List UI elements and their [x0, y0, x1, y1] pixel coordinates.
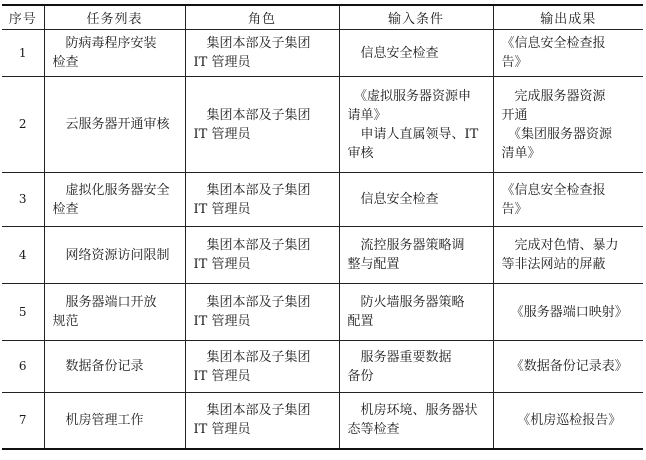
output-cell [493, 227, 643, 284]
input-cell-line: 流控服务器策略调 [347, 238, 465, 253]
output-cell [493, 173, 643, 227]
row-index: 7 [2, 393, 44, 449]
table-row [2, 284, 643, 341]
role-cell [185, 227, 339, 284]
input-cell-line: 态等检查 [347, 422, 400, 438]
header-task: 任务列表 [44, 5, 185, 30]
output-cell [493, 393, 643, 449]
task-cell-line: 虚拟化服务器安全 [52, 182, 170, 198]
role-cell-line: IT 管理员 [193, 422, 251, 438]
input-cell-line: 整与配置 [347, 257, 400, 272]
task-cell-line: 检查 [52, 55, 79, 70]
task-cell-line: 规范 [52, 314, 79, 329]
output-cell-line: 清单》 [501, 145, 541, 161]
role-cell-line: 集团本部及子集团 [193, 36, 311, 51]
role-cell-line: IT 管理员 [193, 126, 251, 142]
input-cell-line: 服务器重要数据 [347, 349, 452, 365]
row-index: 2 [2, 77, 44, 173]
input-cell [339, 284, 493, 341]
header-index: 序号 [2, 5, 44, 30]
role-cell-line: 集团本部及子集团 [193, 107, 311, 123]
input-cell-line: 请单》 [347, 107, 387, 123]
input-cell-line: 备份 [347, 368, 374, 384]
row-index: 6 [2, 341, 44, 393]
role-cell-line: 集团本部及子集团 [193, 238, 311, 253]
role-cell-line: 集团本部及子集团 [193, 182, 311, 198]
role-cell-line: 集团本部及子集团 [193, 295, 311, 310]
task-table [2, 4, 643, 450]
output-cell-line: 告》 [501, 55, 528, 70]
output-cell [493, 77, 643, 173]
table-header-row [2, 5, 643, 30]
output-cell [493, 341, 643, 393]
input-cell-line: 信息安全检查 [347, 192, 439, 207]
row-index: 4 [2, 227, 44, 284]
task-cell-line: 数据备份记录 [52, 359, 144, 374]
role-cell-line: IT 管理员 [193, 257, 251, 272]
task-cell-line: 云服务器开通审核 [52, 117, 170, 132]
role-cell-line: 集团本部及子集团 [193, 349, 311, 365]
task-cell [44, 341, 185, 393]
output-cell-line: 《集团服务器资源 [501, 126, 613, 142]
role-cell [185, 173, 339, 227]
input-cell-line: 申请人直属领导、IT [347, 126, 479, 142]
input-cell [339, 77, 493, 173]
output-cell-line: 《数据备份记录表》 [510, 359, 628, 374]
row-index: 3 [2, 173, 44, 227]
input-cell [339, 393, 493, 449]
role-cell-line: 集团本部及子集团 [193, 403, 311, 419]
input-cell [339, 341, 493, 393]
row-index: 5 [2, 284, 44, 341]
input-cell [339, 227, 493, 284]
task-cell [44, 30, 185, 77]
task-cell [44, 227, 185, 284]
role-cell [185, 30, 339, 77]
input-cell-line: 机房环境、服务器状 [347, 403, 478, 419]
task-cell-line: 机房管理工作 [52, 412, 144, 428]
table-row [2, 341, 643, 393]
output-cell [493, 30, 643, 77]
output-cell-line: 完成服务器资源 [501, 88, 606, 104]
header-output: 输出成果 [493, 5, 643, 30]
role-cell [185, 77, 339, 173]
output-cell-line: 开通 [501, 107, 528, 123]
output-cell-line: 《信息安全检查报 [501, 36, 606, 51]
table-row [2, 30, 643, 77]
input-cell-line: 《虚拟服务器资源申 [347, 88, 472, 104]
output-cell-line: 等非法网站的屏蔽 [501, 257, 606, 272]
task-cell-line: 网络资源访问限制 [52, 247, 170, 263]
task-cell [44, 173, 185, 227]
task-cell-line: 检查 [52, 201, 79, 217]
role-cell-line: IT 管理员 [193, 201, 251, 217]
input-cell-line: 信息安全检查 [347, 45, 439, 61]
task-cell-line: 服务器端口开放 [52, 295, 157, 310]
table-row [2, 77, 643, 173]
table-row [2, 393, 643, 449]
output-cell-line: 告》 [501, 201, 528, 217]
task-cell [44, 393, 185, 449]
output-cell-line: 完成对色情、暴力 [501, 238, 619, 253]
table-row [2, 227, 643, 284]
input-cell-line: 防火墙服务器策略 [347, 295, 465, 310]
role-cell [185, 393, 339, 449]
output-cell-line: 《机房巡检报告》 [517, 412, 622, 428]
header-input: 输入条件 [339, 5, 493, 30]
role-cell [185, 284, 339, 341]
role-cell [185, 341, 339, 393]
output-cell-line: 《信息安全检查报 [501, 182, 606, 198]
input-cell [339, 173, 493, 227]
task-cell [44, 284, 185, 341]
input-cell [339, 30, 493, 77]
table-row [2, 173, 643, 227]
role-cell-line: IT 管理员 [193, 314, 251, 329]
role-cell-line: IT 管理员 [193, 55, 251, 70]
input-cell-line: 审核 [347, 145, 374, 161]
task-cell [44, 77, 185, 173]
task-cell-line: 防病毒程序安装 [52, 36, 157, 51]
output-cell-line: 《服务器端口映射》 [510, 304, 628, 320]
table-body [2, 30, 643, 449]
output-cell [493, 284, 643, 341]
input-cell-line: 配置 [347, 314, 374, 329]
row-index: 1 [2, 30, 44, 77]
header-role: 角色 [185, 5, 339, 30]
role-cell-line: IT 管理员 [193, 368, 251, 384]
